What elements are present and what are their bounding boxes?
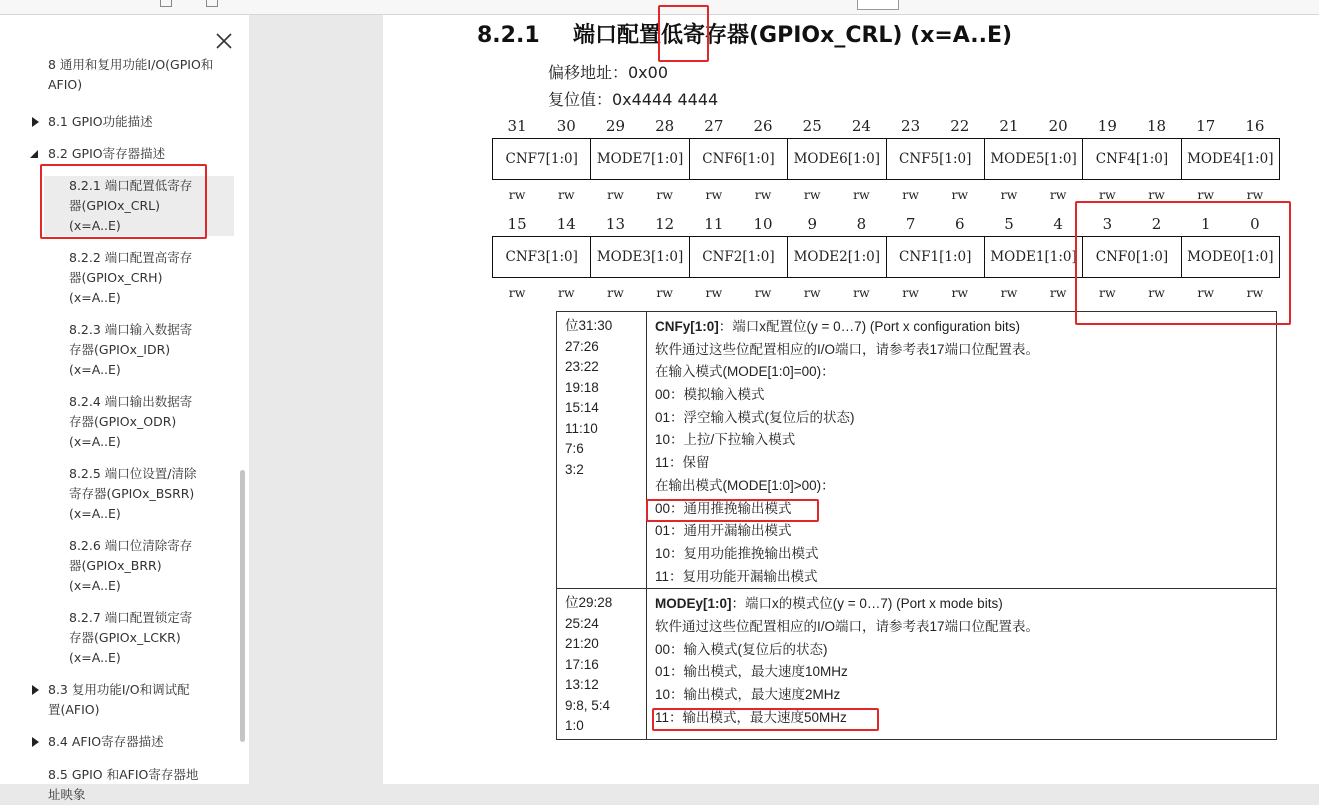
description-line: 00：通用推挽输出模式: [655, 500, 792, 516]
bit-number: 1: [1200, 215, 1211, 233]
register-field: MODE5[1:0]: [984, 139, 1082, 180]
bit-range: 23:22: [565, 359, 599, 374]
access-type: rw: [1197, 186, 1215, 202]
bit-number: 20: [1048, 117, 1068, 135]
section-title: 端口配置低寄存器(GPIOx_CRL) (x=A..E): [573, 23, 1013, 48]
access-type: rw: [853, 186, 870, 202]
bit-range-cell: [557, 312, 647, 589]
outline-item-label: (x=A..E): [69, 434, 121, 449]
toolbar-icon[interactable]: [160, 0, 172, 7]
access-type: rw: [1197, 284, 1215, 300]
outline-item-label: 8.5 GPIO 和AFIO寄存器地: [48, 767, 199, 782]
outline-item[interactable]: [0, 765, 240, 805]
bit-number: 25: [802, 117, 822, 135]
access-type: rw: [1000, 284, 1018, 300]
collapse-arrow-icon[interactable]: [30, 150, 38, 158]
outline-item-label: (x=A..E): [69, 650, 121, 665]
access-type: rw: [656, 284, 673, 300]
bit-number: 28: [655, 117, 675, 135]
access-type: rw: [705, 186, 723, 202]
description-line: 11：保留: [655, 455, 710, 471]
outline-item-label: 器(GPIOx_CRL): [69, 198, 161, 213]
offset-address: 偏移地址：0x00: [548, 63, 669, 82]
register-field: MODE0[1:0]: [1181, 237, 1279, 278]
outline-item-label: 8.2.6 端口位清除寄存: [69, 538, 193, 553]
outline-item-label: 存器(GPIOx_ODR): [69, 414, 177, 429]
access-type: rw: [1000, 186, 1018, 202]
outline-item[interactable]: [0, 732, 240, 752]
access-type: rw: [557, 284, 575, 300]
outline-item-label: 存器(GPIOx_IDR): [69, 342, 171, 357]
access-type: rw: [951, 186, 969, 202]
register-field: CNF3[1:0]: [493, 237, 591, 278]
bit-number: 10: [753, 215, 773, 233]
bit-range: 9:8, 5:4: [565, 697, 611, 713]
outline-item-label: (x=A..E): [69, 578, 121, 593]
description-line: 10：输出模式，最大速度2MHz: [655, 687, 841, 702]
access-type: rw: [508, 284, 526, 300]
outline-item[interactable]: [44, 176, 234, 236]
outline-item-label: 8.1 GPIO功能描述: [48, 114, 153, 129]
outline-item[interactable]: [0, 320, 240, 380]
bit-number: 17: [1196, 117, 1216, 135]
field-name: CNFy[1:0]: [655, 319, 719, 334]
bit-number: 26: [753, 117, 773, 135]
bit-range: 11:10: [565, 420, 598, 436]
outline-item-label: AFIO): [48, 77, 83, 92]
outline-item[interactable]: [0, 536, 240, 596]
access-type: rw: [1246, 186, 1264, 202]
description-line: 11：输出模式，最大速度50MHz: [655, 709, 847, 725]
bit-range-cell: [557, 589, 647, 740]
sidebar-scrollbar[interactable]: [240, 470, 245, 742]
page-number-input[interactable]: [857, 0, 899, 10]
bit-number: 0: [1250, 215, 1260, 233]
outline-item[interactable]: [0, 608, 240, 668]
access-type: rw: [1049, 186, 1067, 202]
access-type: rw: [902, 284, 919, 300]
register-field: MODE4[1:0]: [1181, 139, 1279, 180]
bit-number: 4: [1053, 215, 1063, 233]
register-field: MODE3[1:0]: [591, 237, 689, 278]
access-type: rw: [1148, 186, 1165, 202]
register-field: CNF1[1:0]: [886, 237, 984, 278]
access-type: rw: [1099, 186, 1116, 202]
outline-sidebar: [0, 15, 249, 802]
bit-number: 16: [1245, 117, 1265, 135]
outline-item-label: 8 通用和复用功能I/O(GPIO和: [48, 57, 214, 72]
access-type: rw: [754, 284, 772, 300]
register-map-low: [492, 212, 1280, 306]
bit-range: 3:2: [565, 461, 584, 477]
bit-range: 15:14: [565, 400, 599, 415]
description-line: 10：上拉/下拉输入模式: [655, 432, 796, 448]
register-field: MODE1[1:0]: [984, 237, 1082, 278]
bit-number: 30: [556, 117, 576, 135]
description-line: 在输出模式(MODE[1:0]>00)：: [655, 477, 835, 493]
description-line: 01：通用开漏输出模式: [655, 523, 792, 539]
outline-item-label: 8.2.1 端口配置低寄存: [69, 178, 193, 193]
description-line: 00：输入模式(复位后的状态): [655, 641, 828, 657]
description-line: 00：模拟输入模式: [655, 387, 765, 403]
description-line: MODEy[1:0]：端口x的模式位(y = 0…7) (Port x mode bits): [655, 596, 1003, 612]
access-type: rw: [607, 186, 624, 202]
outline-item-label: 8.3 复用功能I/O和调试配: [48, 682, 190, 697]
register-field: CNF4[1:0]: [1083, 139, 1181, 180]
bit-number: 29: [605, 117, 626, 135]
bit-range: 13:12: [565, 677, 599, 693]
access-type: rw: [754, 186, 772, 202]
outline-item-label: 寄存器(GPIOx_BSRR): [69, 486, 195, 501]
description-line: 10：复用功能推挽输出模式: [655, 545, 819, 561]
outline-item-label: 8.2.2 端口配置高寄存: [69, 250, 193, 265]
toolbar: [0, 0, 1319, 15]
bit-number: 18: [1146, 117, 1167, 135]
outline-item-label: 8.2.4 端口输出数据寄: [69, 394, 193, 409]
register-field: CNF6[1:0]: [689, 139, 787, 180]
bit-range: 17:16: [565, 656, 599, 672]
bit-number: 15: [507, 215, 527, 233]
bit-number: 21: [999, 117, 1019, 135]
bit-number: 31: [507, 117, 527, 135]
outline-item-label: (x=A..E): [69, 218, 121, 233]
bit-number: 19: [1097, 117, 1117, 135]
bit-number: 12: [655, 215, 675, 233]
access-type: rw: [705, 284, 723, 300]
bit-description-table: [556, 311, 1277, 740]
outline-item[interactable]: [0, 680, 240, 720]
reset-value: 复位值：0x4444 4444: [548, 90, 719, 109]
outline-item-label: 8.2.5 端口位设置/清除: [69, 466, 197, 481]
description-cell: [647, 312, 1277, 589]
bit-range: 1:0: [565, 718, 584, 734]
outline-item[interactable]: [0, 464, 240, 524]
bit-number: 23: [901, 117, 921, 135]
bit-number: 13: [605, 215, 626, 233]
bit-number: 2: [1151, 215, 1162, 233]
bit-range: 21:20: [565, 636, 599, 652]
bit-range: 19:18: [565, 379, 599, 395]
register-field: CNF2[1:0]: [689, 237, 787, 278]
outline-item[interactable]: [0, 112, 240, 132]
access-type: rw: [1246, 284, 1264, 300]
register-map-high: [492, 114, 1280, 208]
register-field: MODE6[1:0]: [788, 139, 886, 180]
access-type: rw: [951, 284, 969, 300]
access-type: rw: [1049, 284, 1067, 300]
bit-range: 25:24: [565, 615, 599, 631]
access-type: rw: [902, 186, 919, 202]
access-type: rw: [853, 284, 870, 300]
register-field: CNF5[1:0]: [886, 139, 984, 180]
section-number: 8.2.1: [477, 23, 540, 48]
description-line: 软件通过这些位配置相应的I/O端口，请参考表17端口位配置表。: [655, 341, 1040, 357]
bit-range: 位31:30: [565, 318, 613, 333]
outline-item-label: 器(GPIOx_CRH): [69, 270, 163, 285]
bit-range: 27:26: [565, 338, 599, 354]
bit-number: 11: [704, 215, 724, 233]
bit-number: 22: [950, 117, 970, 135]
outline-item-label: (x=A..E): [69, 290, 121, 305]
description-line: 11：复用功能开漏输出模式: [655, 568, 818, 584]
access-type: rw: [803, 186, 821, 202]
description-line: 软件通过这些位配置相应的I/O端口，请参考表17端口位配置表。: [655, 618, 1040, 634]
register-field: MODE7[1:0]: [591, 139, 689, 180]
close-icon[interactable]: [212, 29, 236, 53]
outline-item[interactable]: [0, 144, 240, 164]
bit-number: 9: [807, 215, 817, 233]
bit-number: 3: [1102, 215, 1113, 233]
description-line: 在输入模式(MODE[1:0]=00)：: [655, 364, 835, 380]
outline-item[interactable]: [0, 248, 240, 308]
bit-number: 6: [955, 215, 965, 233]
bit-range: 位29:28: [565, 595, 613, 611]
section-heading: [477, 18, 1012, 49]
outline-item-label: 8.4 AFIO寄存器描述: [48, 734, 164, 749]
access-type: rw: [1099, 284, 1116, 300]
bit-number: 5: [1004, 215, 1014, 233]
outline-item-label: 址映象: [48, 787, 86, 802]
description-row: [557, 589, 1277, 740]
bit-number: 7: [905, 215, 916, 233]
access-type: rw: [656, 186, 673, 202]
bit-range: 7:6: [565, 441, 584, 456]
register-field: CNF7[1:0]: [493, 139, 591, 180]
description-row: [557, 312, 1277, 589]
access-type: rw: [607, 284, 624, 300]
outline-item-label: 器(GPIOx_BRR): [69, 558, 162, 573]
access-type: rw: [557, 186, 575, 202]
expand-arrow-icon[interactable]: [32, 685, 39, 695]
outline-item-label: 存器(GPIOx_LCKR): [69, 630, 181, 645]
description-line: CNFy[1:0]：端口x配置位(y = 0…7) (Port x configuration bits): [655, 319, 1020, 334]
bit-number: 24: [851, 117, 871, 135]
outline-item-label: 8.2.7 端口配置锁定寄: [69, 610, 193, 625]
register-field: CNF0[1:0]: [1083, 237, 1181, 278]
access-type: rw: [508, 186, 526, 202]
access-type: rw: [1148, 284, 1165, 300]
bit-number: 8: [856, 215, 867, 233]
bit-number: 27: [704, 117, 724, 135]
outline-item-label: (x=A..E): [69, 362, 121, 377]
access-type: rw: [803, 284, 821, 300]
expand-arrow-icon[interactable]: [32, 737, 39, 747]
toolbar-icon[interactable]: [206, 0, 218, 7]
description-cell: [647, 589, 1277, 740]
outline-item-label: 8.2.3 端口输入数据寄: [69, 322, 193, 337]
outline-item-label: 置(AFIO): [48, 702, 100, 717]
outline-item-label: (x=A..E): [69, 506, 121, 521]
expand-arrow-icon[interactable]: [32, 117, 39, 127]
outline-item[interactable]: [0, 55, 240, 95]
document-page: [383, 15, 1319, 784]
description-line: 01：浮空输入模式(复位后的状态): [655, 409, 855, 425]
bit-number: 14: [556, 215, 576, 233]
field-name: MODEy[1:0]: [655, 596, 732, 612]
description-line: 01：输出模式，最大速度10MHz: [655, 664, 848, 680]
outline-item-label: 8.2 GPIO寄存器描述: [48, 146, 166, 161]
register-field: MODE2[1:0]: [788, 237, 886, 278]
outline-item[interactable]: [0, 392, 240, 452]
